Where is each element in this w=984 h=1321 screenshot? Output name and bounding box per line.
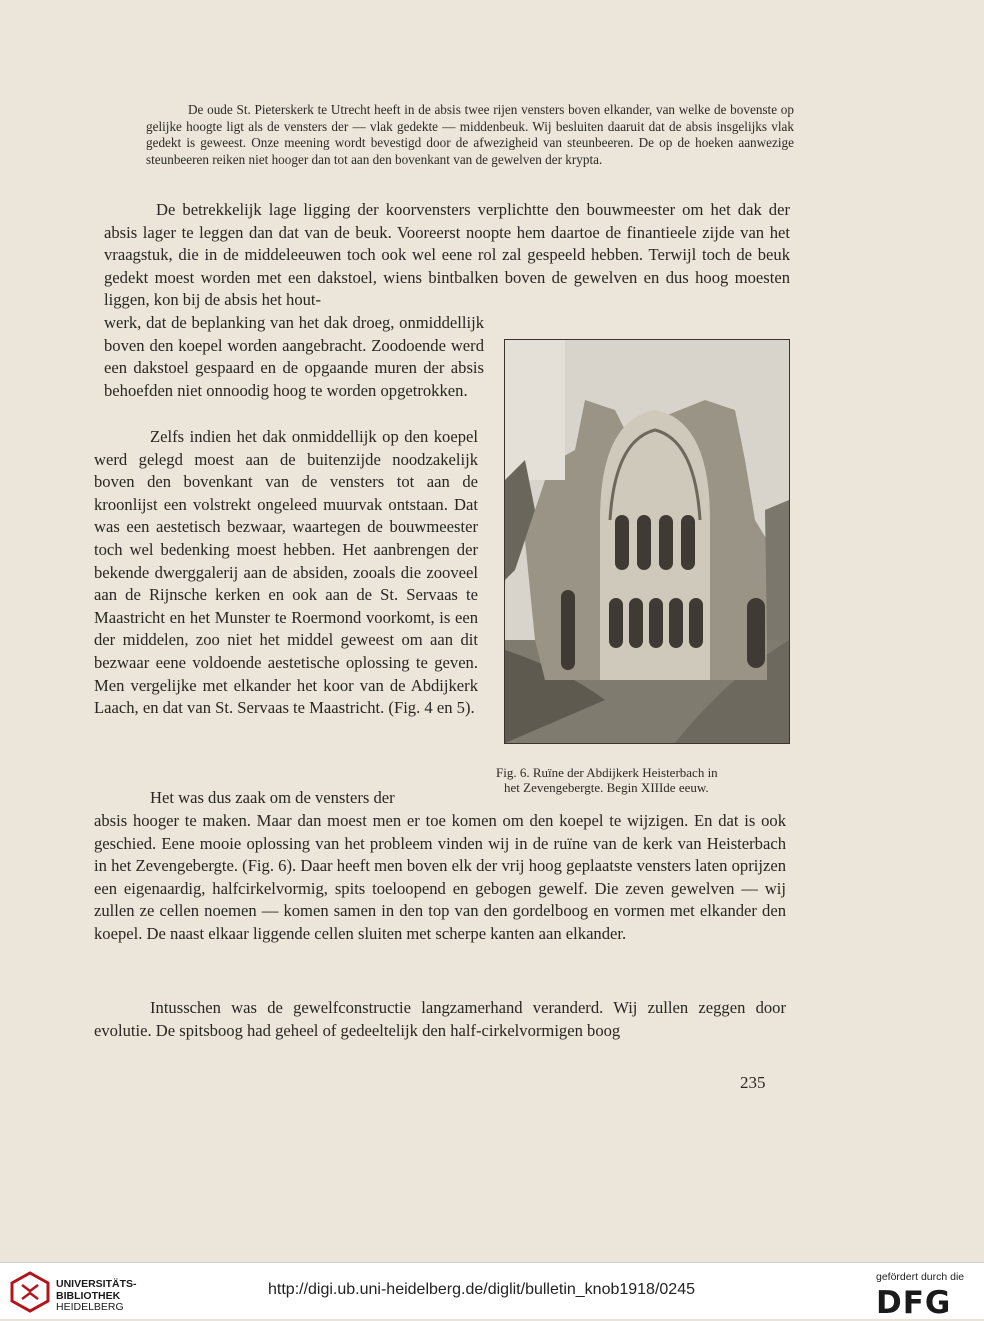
permalink-url[interactable]: http://digi.ub.uni-heidelberg.de/diglit/bulletin_knob1918/0245 — [268, 1281, 695, 1298]
university-logo-icon — [10, 1271, 50, 1313]
university-line-2: BIBLIOTHEK — [56, 1289, 121, 1302]
footnote-paragraph: De oude St. Pieterskerk te Utrecht heeft in de absis twee rijen vensters boven elkander, van welke de bovenste op gelijke hoogte ligt als de vensters der — vlak gedekte — middenbeuk. Wij besluiten daaruit dat de absis insgelijks vlak gedekt is geweest. Onze meening wordt bevestigd door de afwezigheid van steunbeeren. De op de hoeken aanwezige steunbeeren reiken niet hooger dan tot aan den bovenkant van de gewelven der krypta. — [146, 102, 794, 167]
university-line-1: UNIVERSITÄTS- — [56, 1278, 137, 1290]
caption-line-1: Fig. 6. Ruïne der Abdijkerk Heisterbach in — [496, 765, 718, 780]
paragraph-3-start: Het was dus zaak om de vensters der — [150, 788, 395, 807]
paragraph-2: Zelfs indien het dak onmiddellijk op den koepel werd gelegd moest aan de buitenzijde noodzakelijk boven den bovenkant van de vensters tot aan de kroonlijst een volstrekt ongeleed muurvak ontstaan. Dat was een aestetisch bezwaar, waartegen de bouwmeester toch wel bedenking moest hebben. Het aanbrengen der bekende dwerggalerij aan de absiden, zooals die zooveel aan de Rijnsche kerken en ook aan de St. Servaas te Maastricht en het Munster te Roermond voorkomt, is een der middelen, zoo niet het middel geweest om aan dit bezwaar eene voldoende aestetische oplossing te geven. Men vergelijke met elkander het koor van de Abdijkerk Laach, en dat van St. Servaas te Maastricht. (Fig. 4 en 5). — [94, 427, 478, 718]
caption-line-2: het Zevengebergte. Begin XIIIde eeuw. — [504, 779, 709, 795]
paragraph-4: Intusschen was de gewelfconstructie langzamerhand veranderd. Wij zullen zeggen door evolutie. De spitsboog had geheel of gedeeltelijk den half-cirkelvormigen boog — [94, 998, 786, 1040]
ruin-photograph — [504, 339, 790, 744]
paragraph-1-continued: werk, dat de beplanking van het dak droeg, onmiddellijk boven den koepel worden aangebracht. Zoodoende werd een dakstoel gespaard en de opgaande muren der absis behoefden niet onnoodig hoog te worden opgetrokken. — [104, 313, 484, 400]
university-line-3: HEIDELBERG — [56, 1301, 124, 1313]
page-number: 235 — [740, 1073, 766, 1092]
viewer-footer — [0, 1262, 984, 1319]
university-name — [56, 1279, 137, 1314]
funder-label: gefördert durch die — [876, 1271, 965, 1283]
paragraph-1: De betrekkelijk lage ligging der koorvensters verplichtte den bouwmeester om het dak der absis lager te leggen dan dat van de beuk. Vooreerst noopte hem daartoe de finantieele zijde van het vraagstuk, die in de middeleeuwen toch ook wel eene rol zal gespeeld hebben. Terwijl toch de beuk gedekt moest worden met een dakstoel, wiens bintbalken boven de gewelven en dus hoog moesten liggen, kon bij de absis het hout- — [104, 200, 790, 310]
figure-caption — [496, 766, 792, 795]
paragraph-3-continued: absis hooger te maken. Maar dan moest men er toe komen om den koepel te wijzigen. En dat is ook geschied. Eene mooie oplossing van het probleem vinden wij in de ruïne van de kerk van Heisterbach in het Zevengebergte. (Fig. 6). Daar heeft men boven elk der vrij hoog geplaatste vensters laten oprijzen een eigenaardig, halfcirkelvormig, spits toeloopend en gebogen gewelf. Die zeven gewelven — wij zullen ze cellen noemen — komen samen in den top van den gordelboog en vormen met elkander den koepel. De naast elkaar liggende cellen sluiten met scherpe kanten aan elkander. — [94, 811, 786, 943]
dfg-logo: DFG — [876, 1285, 952, 1321]
